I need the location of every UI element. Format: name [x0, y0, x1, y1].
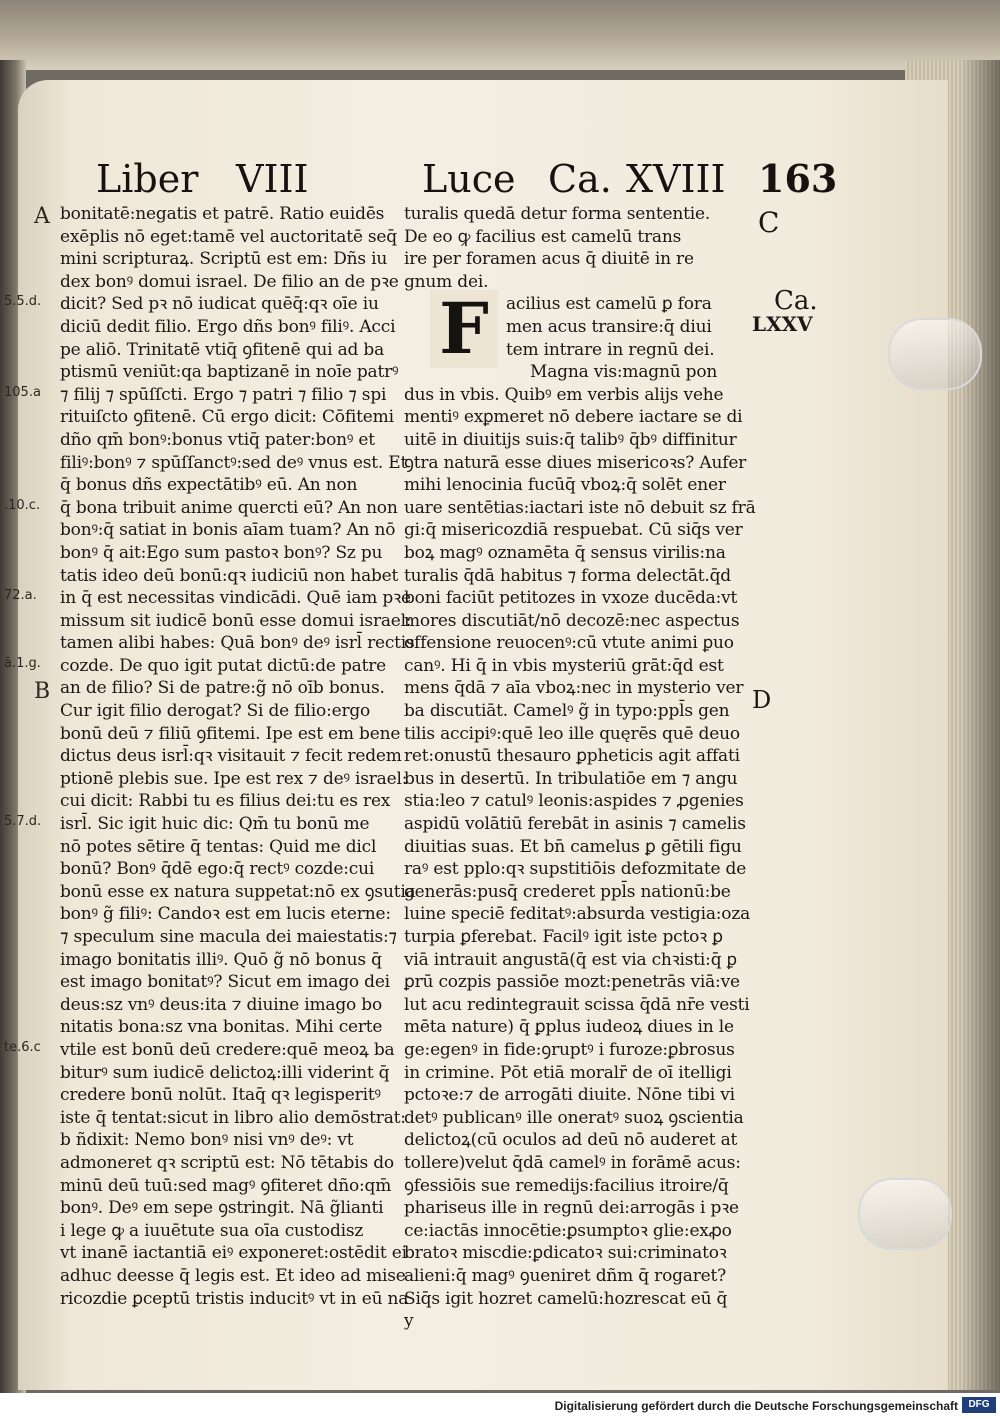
text-line: isrl̄. Sic igit huic dic: Qm̄ tu bonū me [60, 814, 370, 835]
text-line: canꝰ. Hi q̄ in vbis mysteriū grāt:q̄d est [404, 655, 724, 676]
folio-number: 163 [758, 156, 838, 201]
text-line: in q̄ est necessitas vindicādi. Quē iam pꝛe [60, 588, 411, 609]
text-line: diuitias suas. Et bn̄ camelus ꝑ gētili figu [404, 836, 742, 857]
text-line: credere bonū nolūt. Itaq̄ qꝛ legisperitꝰ [60, 1085, 381, 1106]
text-line: De eo ꝙ facilius est camelū trans [404, 226, 682, 247]
text-line: uitē in diuitijs suis:q̄ talibꝰ q̄bꝰ diffinitur [404, 429, 737, 450]
text-line: cui dicit: Rabbi tu es filius dei:tu es rex [60, 791, 391, 812]
text-line: ptionē plebis sue. Ipe est rex ⁊ deꝰ israel: [60, 768, 408, 789]
margin-note: 72.a. [4, 588, 37, 604]
fore-edge-shadow [960, 60, 1000, 1390]
text-line: uare sentētias:iactari iste nō debuit sz frā [404, 497, 756, 518]
text-line: ba discutiāt. Camelꝰ g̃ in typo:ppl̄s gen [404, 701, 730, 722]
text-line: nitatis bona:sz vna bonitas. Mihi certe [60, 1017, 383, 1038]
text-line: nō potes sētire q̄ tentas: Quid me dicl [60, 836, 377, 857]
text-line: ⁊ filij ⁊ spūſſcti. Ergo ⁊ patri ⁊ filio ⁊ spi [60, 384, 387, 405]
text-line: pctoꝛe:⁊ de arrogāti diuite. Nōne tibi vi [404, 1085, 735, 1106]
text-line: biturꝰ sum iudicē delictoꝝ:illi viderint q̄ [60, 1062, 390, 1083]
text-line: boꝝ magꝰ oznamēta q̄ sensus virilis:na [404, 542, 726, 563]
text-line: delictoꝝ(cū oculos ad deū nō auderet at [404, 1130, 738, 1151]
text-line: ꝯfessiōis sue remedijs:facilius itroire/q̄ [404, 1175, 729, 1196]
text-line: generās:pusq̄ crederet ppl̄s nationū:be [404, 881, 731, 902]
text-line: cozde. De quo igit putat dictū:de patre [60, 655, 386, 676]
text-line: tollere)velut q̄dā camelꝰ in forāmē acus: [404, 1152, 741, 1173]
text-line: q̄ bona tribuit anime quercti eū? An non [60, 497, 398, 518]
margin-note: 5.5.d. [4, 294, 42, 310]
text-line: dño qm̄ bonꝰ:bonus vtiq̄ pater:bonꝰ et [60, 429, 375, 450]
text-line: bus in desertū. In tribulatiōe em ⁊ angu [404, 768, 738, 789]
funding-credit: Digitalisierung gefördert durch die Deutsche Forschungsgemeinschaft [554, 1399, 958, 1413]
text-line: filiꝰ:bonꝰ ⁊ spūſſanctꝰ:sed deꝰ vnus est. Et [60, 452, 408, 473]
text-line: mini scripturaꝝ. Scriptū est em: Dñs iu [60, 249, 388, 270]
margin-note: 5.7.d. [4, 814, 42, 830]
text-line: bonꝰ g̃ filiꝰ: Candoꝛ est em lucis eterne: [60, 904, 391, 925]
dfg-logo: DFG [962, 1397, 996, 1413]
margin-letter-c: C [758, 206, 780, 239]
text-line: mores discutiāt/nō decozē:nec aspectus [404, 610, 740, 631]
left-column [60, 203, 416, 1310]
text-line: bonū? Bonꝰ q̄dē ego:q̄ rectꝰ cozde:cui [60, 859, 375, 880]
margin-note: te.6.c [4, 1040, 41, 1056]
text-line: bonū esse ex natura suppetat:nō ex ꝯsutia [60, 881, 416, 902]
text-line: Cur igit filio derogat? Si de filio:ergo [60, 701, 371, 722]
text-line: ret:onustū thesauro ꝑpheticis agit affati [404, 746, 740, 767]
text-line: lut acu redintegrauit scissa q̄dā nr̄e vesti [404, 994, 750, 1015]
text-line: missum sit iudicē bonū esse domui israel: [60, 610, 412, 631]
text-line: b ñdixit: Nemo bonꝰ nisi vnꝰ deꝰ: vt [60, 1130, 354, 1151]
text-line: bonitatē:negatis et patrē. Ratio euidēs [60, 204, 385, 224]
text-line: offensione reuocenꝰ:cū vtute animi ꝑuo [404, 633, 734, 654]
text-line: mens q̄dā ⁊ aīa vboꝝ:nec in mysterio ver [404, 678, 744, 699]
text-line: turpia ꝑferebat. Facilꝰ igit iste pctoꝛ ꝑ [404, 927, 723, 947]
book-top-edge [0, 0, 1000, 70]
text-line: detꝰ publicanꝰ ille oneratꝰ suoꝝ ꝯscientia [404, 1107, 744, 1128]
text-line: dicit? Sed pꝛ nō iudicat quēq̄:qꝛ oīe iu [60, 294, 379, 315]
text-line: deus:sz vnꝰ deus:ita ⁊ diuine imago bo [60, 994, 383, 1015]
text-line: mihi lenocinia fucūq̄ vboꝝ:q̄ solēt ener [404, 475, 726, 496]
text-line: ire per foramen acus q̄ diuitē in re [404, 249, 694, 270]
text-line: exēplis nō eget:tamē vel auctoritatē seq̄ [60, 226, 397, 247]
text-line: bonꝰ:q̄ satiat in bonis aīam tuam? An nō [60, 520, 396, 541]
text-line: vt inanē iactantiā eiꝰ exponeret:ostēdit ei [60, 1243, 407, 1264]
text-line: viā intrauit angustā(q̄ est via chꝛisti:q̄ ꝑ [404, 949, 737, 970]
text-line: gi:q̄ misericozdiā respuebat. Cū siq̄s ver [404, 520, 743, 541]
text-line: men acus transire:q̄ diui [506, 316, 712, 337]
margin-note: A [34, 204, 50, 229]
text-line: bonꝰ. Deꝰ em sepe ꝯstringit. Nā g̃lianti [60, 1198, 384, 1219]
text-line: ricozdie ꝑceptū tristis inducitꝰ vt in eū na [60, 1288, 409, 1309]
text-line: acilius est camelū ꝑ fora [506, 294, 712, 315]
text-line: mēta nature) q̄ ꝑplus iudeoꝝ diues in le [404, 1017, 734, 1038]
running-head-chapter-word: Ca. [548, 157, 612, 201]
margin-letter-d: D [752, 686, 772, 714]
left-margin-notes [4, 204, 64, 1210]
text-line: aspidū volātiū ferebāt in asinis ⁊ camelis [404, 814, 746, 835]
text-line: bratoꝛ miscdie:ꝑdicatoꝛ sui:criminatoꝛ [404, 1243, 727, 1264]
right-column [404, 203, 784, 1333]
text-line: an de filio? Si de patre:g̃ nō oīb bonus. [60, 678, 385, 699]
text-line: stia:leo ⁊ catulꝰ leonis:aspides ⁊ ꝓgenies [404, 791, 744, 812]
text-line: ge:egenꝰ in fide:ꝯruptꝰ i furoze:ꝑbrosus [404, 1039, 735, 1060]
text-line: ⁊ speculum sine macula dei maiestatis:⁊ [60, 927, 397, 947]
running-head-gospel: Luce [422, 157, 516, 201]
text-line: Magna vis:magnū pon [530, 362, 718, 383]
text-line: q̄ bonus dñs expectātibꝰ eū. An non [60, 475, 358, 496]
text-line: dus in vbis. Quibꝰ em verbis alijs vehe [404, 384, 724, 405]
running-head [96, 156, 838, 206]
text-line: dex bonꝰ domui israel. De filio an de pꝛe [60, 271, 399, 292]
margin-note: B [34, 678, 51, 704]
text-line: minū deū tuū:sed magꝰ ꝯfiteret dño:qm̄ [60, 1175, 392, 1196]
margin-chapter-number: LXXV [752, 312, 813, 336]
text-line: alieni:q̄ magꝰ ꝯueniret dñm q̄ rogaret? [404, 1265, 727, 1286]
text-line: adhuc deesse q̄ legis est. Et ideo ad mise [60, 1265, 406, 1286]
page-clip-top [888, 318, 982, 390]
text-line: pe aliō. Trinitatē vtiq̄ ꝯfitenē qui ad ba [60, 339, 385, 360]
text-line: tilis accipiꝰ:quē leo ille quęrēs quē deuo [404, 723, 740, 744]
margin-note: ā.1.g. [4, 656, 41, 671]
footer-bar [0, 1393, 1000, 1419]
text-line: turalis quedā detur forma sententie. [404, 204, 711, 224]
text-line: raꝰ est pplo:qꝛ supstitiōis defozmitate de [404, 859, 747, 880]
text-line: ce:iactās innocētie:ꝑsumptoꝛ glie:exꝓo [404, 1220, 732, 1241]
text-line: imago bonitatis illiꝰ. Quō g̃ nō bonus q̄ [60, 949, 382, 970]
text-line: tem intrare in regnū dei. [506, 339, 715, 360]
text-line: diciū dedit filio. Ergo dñs bonꝰ filiꝰ. Acci [60, 316, 396, 337]
text-line: Siq̄s igit hozret camelū:hozrescat eū q̄ [404, 1288, 728, 1309]
decorated-initial: F [439, 287, 489, 370]
text-line: dictus deus isrl̄:qꝛ visitauit ⁊ fecit redem [60, 746, 402, 767]
text-line: bonū deū ⁊ filiū ꝯfitemi. Ipe est em bene [60, 723, 401, 744]
text-line: tatis ideo deū bonū:qꝛ iudiciū non habet [60, 565, 399, 586]
margin-note: .10.c. [4, 497, 41, 513]
text-line: iste q̄ tentat:sicut in libro alio demōstrat: [60, 1107, 406, 1128]
text-line: in crimine. Pōt etiā moralr̄ de oī itelligi [404, 1062, 732, 1083]
text-line: turalis q̄dā habitus ⁊ forma delectāt.q̄d [404, 565, 731, 586]
margin-note: 105.a [4, 384, 41, 400]
text-line: ꝯtra naturā esse diues misericoꝛs? Aufer [404, 452, 747, 473]
text-line: bonꝰ q̄ ait:Ego sum pastoꝛ bonꝰ? Sz pu [60, 542, 383, 563]
text-line: rituiſcto ꝯfitenē. Cū ergo dicit: Cōfitemi [60, 407, 394, 428]
running-head-book: Liber [96, 157, 199, 201]
text-line: vtile est bonū deū credere:quē meoꝝ ba [60, 1039, 395, 1060]
text-line: mentiꝰ exꝑmeret nō debere iactare se di [404, 407, 743, 428]
text-line: admoneret qꝛ scriptū est: Nō tētabis do [60, 1152, 394, 1173]
text-line: ptismū veniūt:qa baptizanē in noīe patrꝰ [60, 362, 399, 383]
text-line: phariseus ille in regnū dei:arrogās i pꝛe [404, 1198, 739, 1219]
running-head-book-number: VIII [236, 157, 309, 201]
page-clip-bottom [858, 1178, 952, 1250]
text-line: est imago bonitatꝰ? Sicut em imago dei [60, 972, 390, 993]
text-line: gnum dei. [404, 271, 489, 292]
running-head-chapter-number: XVIII [626, 157, 726, 201]
text-line: ꝑrū cozpis passiōe mozt:penetrās viā:ve [404, 972, 740, 993]
text-line: boni faciūt petitozes in vxoze ducēda:vt [404, 588, 738, 609]
text-line: luine speciē feditatꝰ:absurda vestigia:oza [404, 904, 751, 925]
text-line: i lege ꝙ a iuuētute sua oīa custodisz [60, 1220, 364, 1241]
margin-chapter-label: Ca. [774, 286, 818, 316]
text-line: y [404, 1311, 414, 1332]
text-line: tamen alibi habes: Quā bonꝰ deꝰ isrl̄ rectis [60, 633, 415, 654]
